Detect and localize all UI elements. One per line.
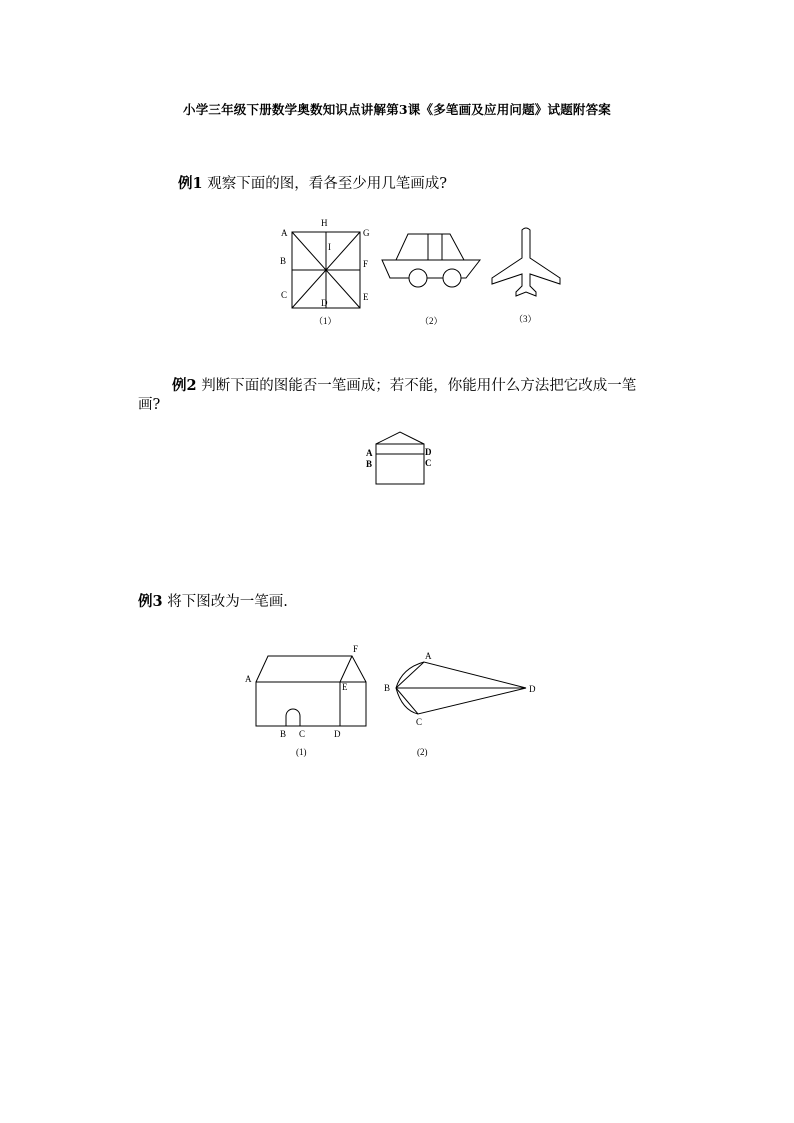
example3-label: 例3 [138,593,163,610]
point-label-d: D [529,684,536,694]
point-label-a: A [425,651,432,661]
point-label-c: C [299,729,306,739]
example3-figure2-kite [376,646,548,764]
point-label-c: C [281,290,288,300]
figure-caption: （2） [420,316,443,326]
point-label-h: H [321,218,328,228]
point-label-e: E [342,682,348,692]
point-label-f: F [353,644,359,654]
point-label-b: B [384,683,391,693]
point-label-c: C [416,717,423,727]
point-label-b: B [366,459,373,469]
page-title: 小学三年级下册数学奥数知识点讲解第3课《多笔画及应用问题》试题附答案 [183,102,611,117]
point-label-a: A [245,674,252,684]
figure-caption: （1） [314,316,337,326]
point-label-d: D [321,298,328,308]
figure-caption: （3） [514,314,537,324]
example1-figure1-square [270,212,390,332]
example2-label: 例2 [172,377,197,394]
example1-text [178,172,447,193]
example3-text [138,590,288,611]
figure-caption: (2) [417,747,428,757]
example1-figure3-airplane [486,226,566,330]
example2-house-figure [360,428,440,490]
point-label-b: B [280,256,287,266]
point-label-d: D [334,729,341,739]
example1-question: 观察下面的图，看各至少用几笔画成? [207,176,447,192]
example3-figure1-house [240,640,376,764]
point-label-a: A [281,228,288,238]
example2-text-line1 [172,374,636,395]
example2-question: 判断下面的图能否一笔画成；若不能，你能用什么方法把它改成一笔 [201,378,637,394]
point-label-e: E [363,292,369,302]
point-label-a: A [366,448,373,458]
point-label-b: B [280,729,287,739]
point-label-d: D [425,447,432,457]
point-label-i: I [328,242,331,252]
point-label-g: G [363,228,370,238]
point-label-f: F [363,259,369,269]
example3-question: 将下图改为一笔画. [167,594,288,610]
example2-text-line2: 画? [138,397,161,413]
example1-label: 例1 [178,175,203,192]
example1-figure2-car [378,222,488,328]
figure-caption: (1) [296,747,307,757]
point-label-c: C [425,458,432,468]
